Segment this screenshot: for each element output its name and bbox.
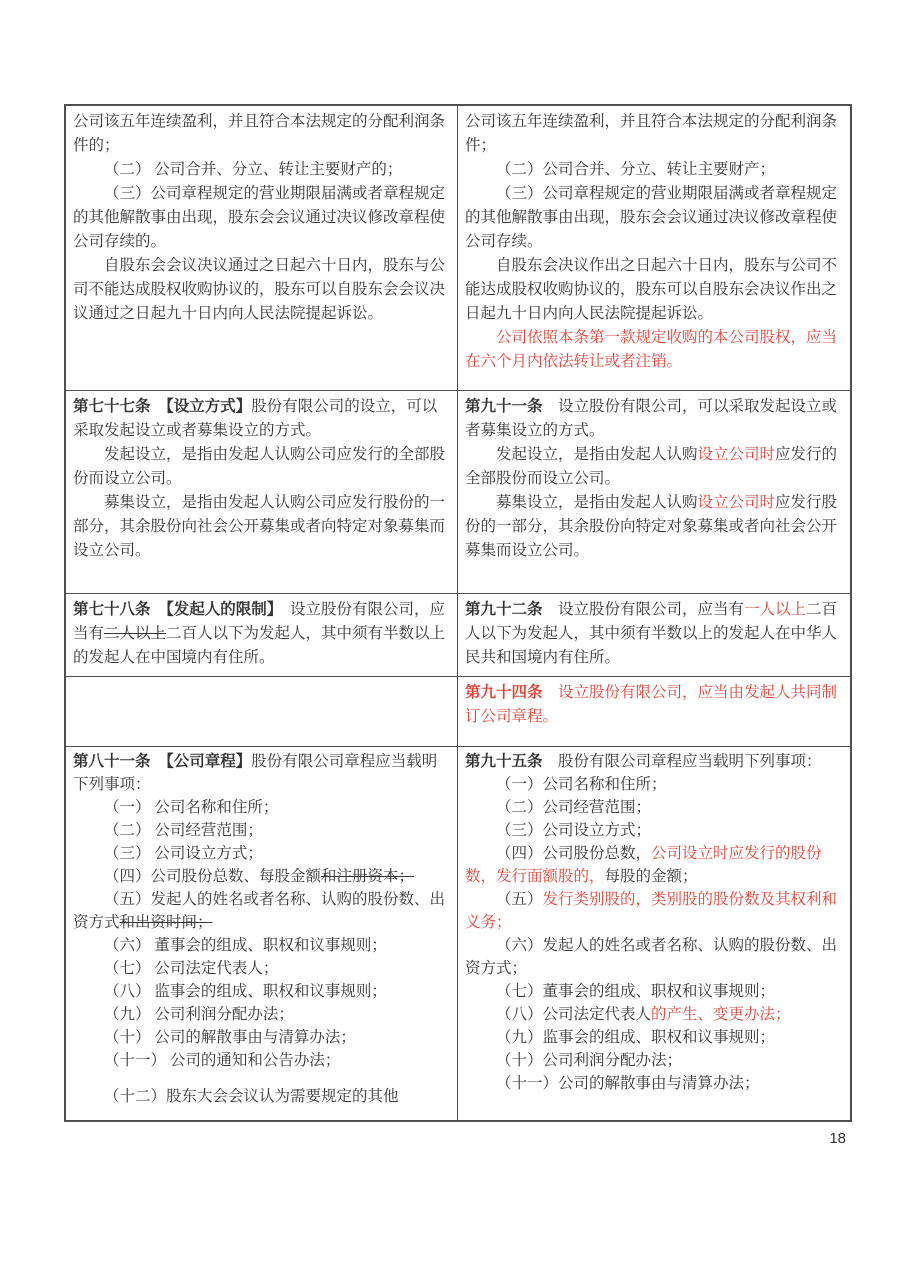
paragraph — [73, 110, 449, 158]
table-row — [66, 391, 850, 594]
paragraph — [465, 842, 842, 888]
table-cell — [66, 747, 458, 1120]
paragraph — [73, 1026, 449, 1049]
text-run: 股份有限公司章程应当载明下列事项： — [542, 753, 822, 770]
text-run: （十）公司利润分配办法； — [496, 1052, 683, 1069]
paragraph — [73, 598, 449, 670]
text-run: （七）董事会的组成、职权和议事规则； — [496, 983, 776, 1000]
text-run: 设立股份有限公司，可以采取发起设立或者募集设立的方式。 — [465, 398, 838, 439]
text-run: 公司设立时应发行的股份数，发行面额股的， — [465, 845, 822, 885]
paragraph — [465, 254, 842, 326]
text-run: 第九十二条 — [465, 601, 543, 618]
text-run: 股份有限公司章程应当载明下列事项： — [73, 753, 438, 793]
table-cell — [66, 677, 458, 746]
table-row — [66, 747, 850, 1120]
paragraph — [465, 819, 842, 842]
text-run: 第九十四条 — [465, 684, 543, 701]
table-cell — [66, 106, 458, 390]
paragraph — [465, 681, 842, 729]
text-run: （二）公司经营范围； — [496, 799, 652, 816]
paragraph — [465, 182, 842, 254]
paragraph — [73, 1085, 449, 1108]
text-run: 第七十七条 — [73, 398, 151, 415]
text-run: （五） — [496, 891, 543, 908]
text-run: （十） 公司的解散事由与清算办法； — [104, 1029, 356, 1046]
text-run: 的产生、变更办法； — [651, 1006, 791, 1023]
text-run: 设立股份有限公司，应当有 — [73, 601, 446, 642]
text-run: （九）监事会的组成、职权和议事规则； — [496, 1029, 776, 1046]
text-run: （三） 公司设立方式； — [104, 845, 263, 862]
text-run: （八） 监事会的组成、职权和议事规则； — [104, 983, 387, 1000]
text-run: （十二）股东大会会议认为需要规定的其他 — [104, 1088, 399, 1105]
text-run: 公司该五年连续盈利，并且符合本法规定的分配利润条件； — [465, 113, 838, 154]
text-run: 股份有限公司的设立，可以采取发起设立或者募集设立的方式。 — [73, 398, 438, 439]
text-run: （六）发起人的姓名或者名称、认购的股份数、出资方式； — [465, 937, 838, 977]
paragraph — [465, 491, 842, 563]
text-run: 募集设立，是指由发起人认购 — [496, 494, 698, 511]
text-run: 第八十一条 — [73, 753, 151, 770]
paragraph — [73, 1003, 449, 1026]
text-run: 【公司章程】 — [166, 753, 252, 770]
paragraph — [73, 395, 449, 443]
table-cell — [458, 594, 850, 676]
text-run: （八）公司法定代表人 — [496, 1006, 652, 1023]
text-run: 自股东会会议决议通过之日起六十日内，股东与公司不能达成股权收购协议的，股东可以自股东会会议决议通过之日起九十日内向人民法院提起诉讼。 — [73, 257, 446, 322]
text-run: 设立公司时 — [697, 446, 776, 463]
table-cell — [458, 106, 850, 390]
text-run: 一人以上 — [744, 601, 807, 618]
paragraph — [73, 158, 449, 182]
text-run: （四）公司股份总数， — [496, 845, 652, 862]
paragraph — [73, 819, 449, 842]
paragraph — [465, 158, 842, 182]
table-row — [66, 594, 850, 677]
text-run: 第九十一条 — [465, 398, 543, 415]
text-run: 第九十五条 — [465, 753, 543, 770]
text-run: 每股的金额； — [604, 868, 698, 885]
text-run: 自股东会决议作出之日起六十日内，股东与公司不能达成股权收购协议的，股东可以自股东会决议作出之日起九十日内向人民法院提起诉讼。 — [465, 257, 838, 322]
text-run: （九） 公司利润分配办法； — [104, 1006, 294, 1023]
table-cell — [458, 747, 850, 1120]
paragraph — [73, 957, 449, 980]
text-run — [151, 601, 167, 618]
paragraph — [73, 934, 449, 957]
paragraph — [73, 796, 449, 819]
text-run: 发起设立，是指由发起人认购 — [496, 446, 698, 463]
text-run: 和出资时间； — [119, 914, 213, 931]
text-run — [151, 753, 167, 770]
text-run: 应发行股份的一部分，其余股份向特定对象募集或者向社会公开募集而设立公司。 — [465, 494, 838, 559]
text-run: 发起设立，是指由发起人认购公司应发行的全部股份而设立公司。 — [73, 446, 446, 487]
text-run: （三）公司章程规定的营业期限届满或者章程规定的其他解散事由出现，股东会会议通过决议修改章程使公司存续。 — [465, 185, 838, 250]
text-run: （十一） 公司的通知和公告办法； — [104, 1052, 341, 1069]
table-cell — [66, 391, 458, 593]
text-run: 公司该五年连续盈利，并且符合本法规定的分配利润条件的； — [73, 113, 446, 154]
text-run: 二人以上 — [104, 625, 167, 642]
paragraph — [465, 598, 842, 670]
text-run: 设立公司时 — [697, 494, 776, 511]
comparison-table — [64, 104, 852, 1122]
table-cell — [458, 391, 850, 593]
paragraph — [465, 443, 842, 491]
text-run: 【设立方式】 — [166, 398, 252, 415]
text-run: 募集设立，是指由发起人认购公司应发行股份的一部分，其余股份向社会公开募集或者向特定对象募集而设立公司。 — [73, 494, 446, 559]
paragraph — [465, 395, 842, 443]
paragraph — [465, 110, 842, 158]
table-cell — [458, 677, 850, 746]
text-run: （十一）公司的解散事由与清算办法； — [496, 1075, 760, 1092]
paragraph — [465, 773, 842, 796]
text-run: （一） 公司名称和住所； — [104, 799, 279, 816]
table-row — [66, 677, 850, 747]
paragraph — [465, 888, 842, 934]
table-cell — [66, 594, 458, 676]
text-run: 设立股份有限公司，应当由发起人共同制订公司章程。 — [465, 684, 838, 725]
paragraph — [465, 796, 842, 819]
text-run: （一）公司名称和住所； — [496, 776, 667, 793]
text-run: （七） 公司法定代表人； — [104, 960, 279, 977]
text-run: （三）公司设立方式； — [496, 822, 652, 839]
text-run: （五）发起人的姓名或者名称、认购的股份数、出资方式 — [73, 891, 446, 931]
paragraph — [73, 842, 449, 865]
text-run: 设立股份有限公司，应当有 — [542, 601, 745, 618]
text-run: （六） 董事会的组成、职权和议事规则； — [104, 937, 387, 954]
text-run: 和注册资本； — [321, 868, 415, 885]
paragraph — [73, 254, 449, 326]
paragraph — [73, 1049, 449, 1072]
paragraph — [73, 750, 449, 796]
paragraph — [73, 491, 449, 563]
paragraph — [465, 326, 842, 374]
text-run — [151, 398, 167, 415]
paragraph — [465, 1072, 842, 1095]
text-run: 【发起人的限制】 — [166, 601, 275, 618]
paragraph — [465, 1003, 842, 1026]
text-run: （二）公司合并、分立、转让主要财产； — [496, 161, 776, 178]
text-run: 二百人以下为发起人，其中须有半数以上的发起人在中华人民共和国境内有住所。 — [465, 601, 838, 666]
text-run: （二） 公司经营范围； — [104, 822, 263, 839]
text-run: （四）公司股份总数、每股金额 — [104, 868, 322, 885]
paragraph — [73, 182, 449, 254]
paragraph — [73, 443, 449, 491]
paragraph — [465, 1049, 842, 1072]
paragraph — [73, 980, 449, 1003]
text-run: 公司依照本条第一款规定收购的本公司股权，应当在六个月内依法转让或者注销。 — [465, 329, 838, 370]
paragraph — [73, 888, 449, 934]
table-row — [66, 106, 850, 391]
text-run: 发行类别股的，类别股的股份数及其权利和义务； — [465, 891, 838, 931]
text-run: 第七十八条 — [73, 601, 151, 618]
paragraph — [465, 980, 842, 1003]
paragraph — [465, 934, 842, 980]
page-number: 18 — [829, 1130, 846, 1147]
text-run: （三）公司章程规定的营业期限届满或者章程规定的其他解散事由出现，股东会会议通过决议修改章程使公司存续的。 — [73, 185, 446, 250]
text-run: 应发行的全部股份而设立公司。 — [465, 446, 838, 487]
text-run: 二百人以下为发起人，其中须有半数以上的发起人在中国境内有住所。 — [73, 625, 446, 666]
text-run: （二） 公司合并、分立、转让主要财产的； — [104, 161, 403, 178]
paragraph — [465, 750, 842, 773]
paragraph — [73, 865, 449, 888]
paragraph — [465, 1026, 842, 1049]
